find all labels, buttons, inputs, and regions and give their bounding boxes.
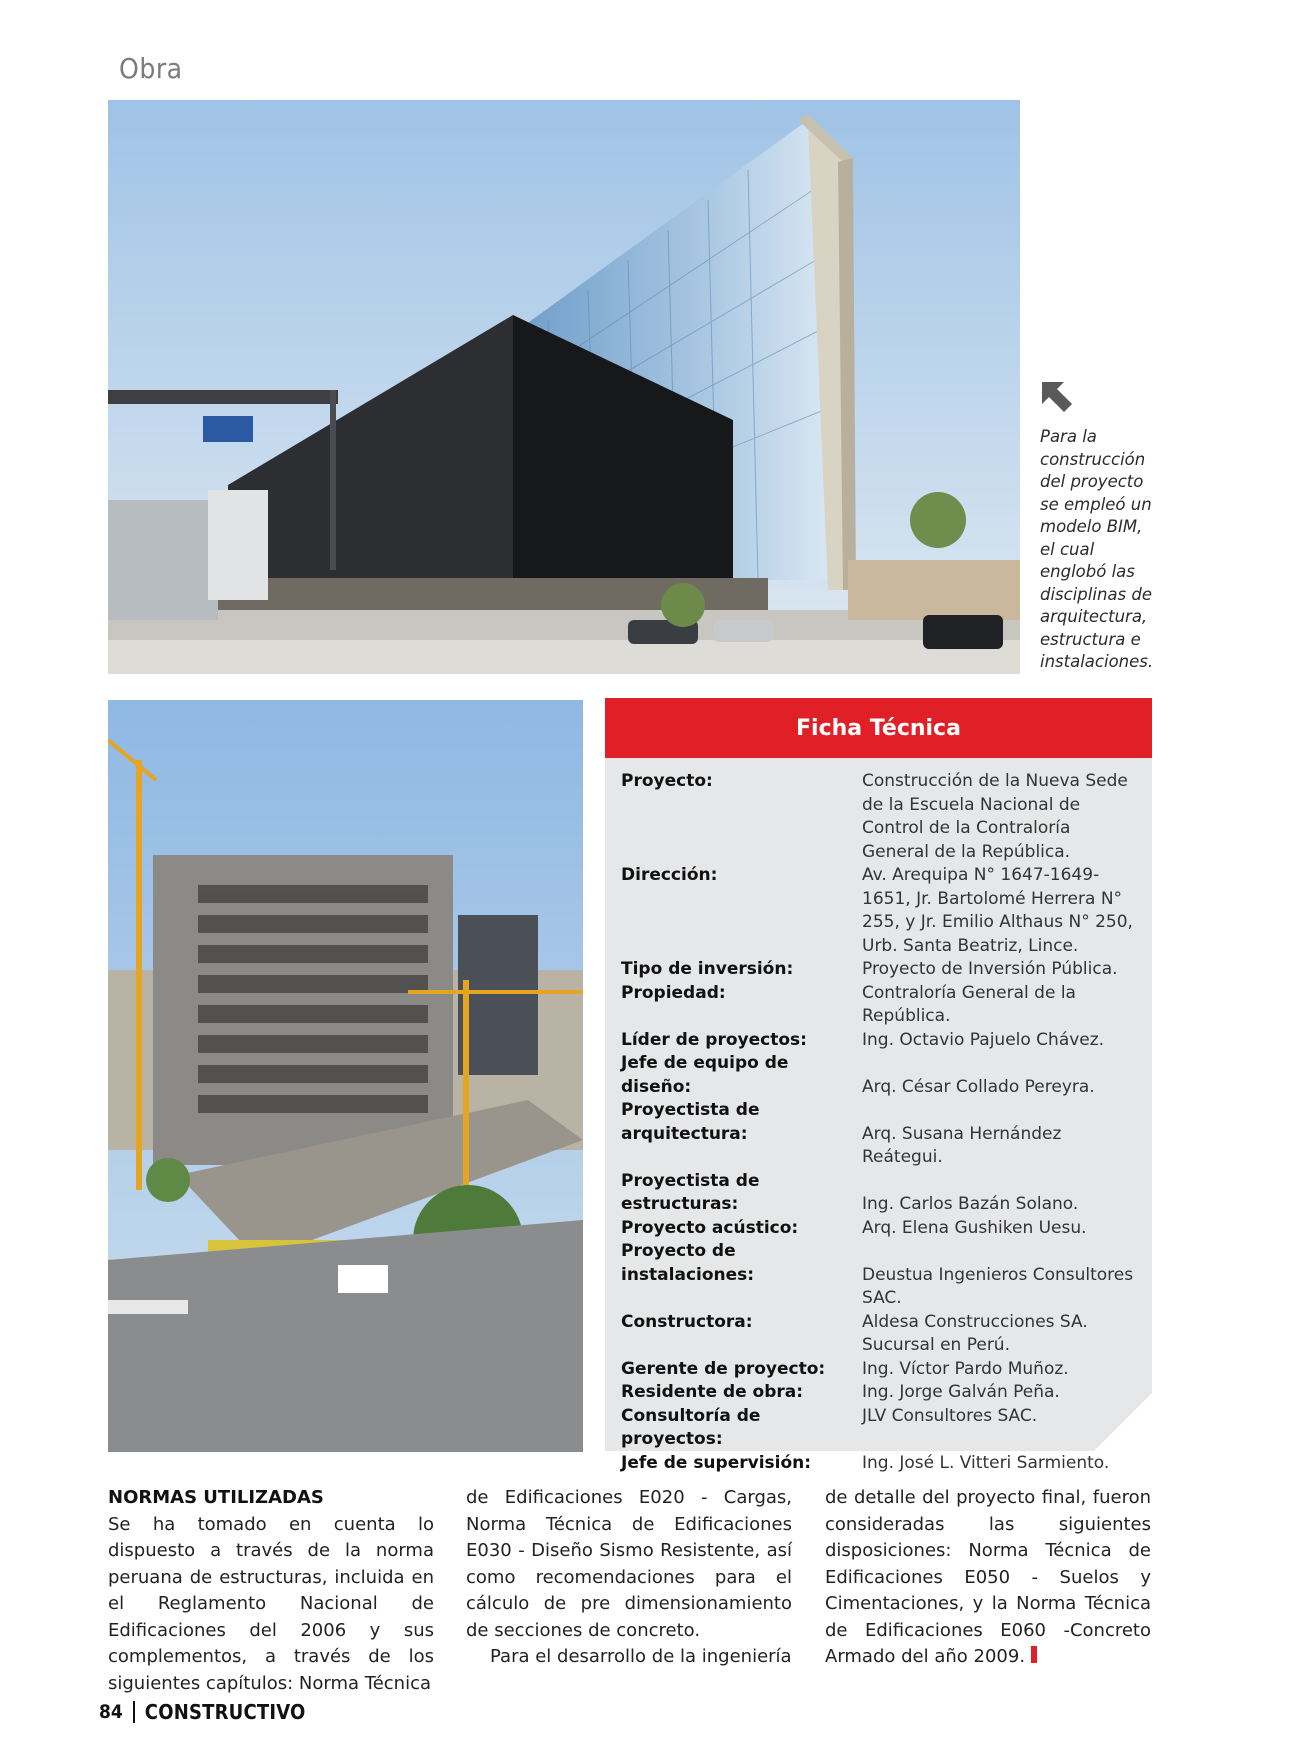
ficha-row [621,1381,1141,1405]
ficha-value: Aldesa Construcciones SA. Sucursal en Perú. [862,1311,1088,1355]
ficha-row [621,1052,1141,1099]
article-column-1 [108,1485,434,1697]
article-heading: NORMAS UTILIZADAS [108,1487,324,1508]
article-paragraph-2 [466,1644,792,1671]
ficha-value: Contraloría General de la República. [862,982,1076,1026]
article-paragraph: de detalle del proyecto final, fueron consideradas las siguientes disposiciones: Norma Técnica de Edificaciones E050 - Suelos y Cimentaciones, y la Norma Técnica de Edificaciones E060 -Concreto Armado del año 2009. [825,1487,1151,1667]
ficha-label: Consultoría de proyectos: [621,1405,761,1449]
ficha-label: Jefe de equipo de diseño: [621,1053,789,1097]
ficha-label: Proyectista de estructuras: [621,1170,760,1214]
ficha-label: Proyectista de arquitectura: [621,1100,760,1144]
page-footer [99,1700,306,1724]
ficha-label: Propiedad: [621,982,726,1003]
magazine-name: CONSTRUCTIVO [144,1700,306,1724]
ficha-label: Constructora: [621,1311,753,1332]
ficha-label: Líder de proyectos: [621,1029,807,1050]
ficha-row [621,1311,1141,1358]
article-paragraph: de Edificaciones E020 - Cargas, Norma Técnica de Edificaciones E030 - Diseño Sismo Resistente, así como recomendaciones para el cálculo de pre dimensionamiento de secciones de concreto. [466,1487,792,1641]
ficha-label: Proyecto acústico: [621,1217,799,1238]
ficha-label: Tipo de inversión: [621,959,794,979]
article-column-3 [825,1485,1151,1671]
ficha-value: Ing. Jorge Galván Peña. [862,1382,1060,1402]
ficha-value: Arq. Elena Gushiken Uesu. [862,1217,1087,1238]
ficha-row [621,1240,1141,1311]
article-paragraph: Se ha tomado en cuenta lo dispuesto a través de la norma peruana de estructuras, incluida en el Reglamento Nacional de Edificaciones del 2006 y sus complementos, a través de los siguientes capítulos: Norma Técnica [108,1513,434,1694]
ficha-value: Deustua Ingenieros Consultores SAC. [862,1264,1134,1308]
ficha-row [621,982,1141,1029]
ficha-row [621,1099,1141,1170]
ficha-row [621,1029,1141,1053]
photo-caption [1040,380,1160,674]
section-label: Obra [119,52,183,85]
ficha-row [621,1358,1141,1382]
ficha-row [621,1170,1141,1217]
ficha-rows [621,770,1141,1475]
ficha-label: Proyecto de instalaciones: [621,1241,755,1285]
page-number: 84 [99,1701,123,1723]
ficha-row [621,958,1141,982]
ficha-value: Proyecto de Inversión Pública. [862,959,1118,979]
ficha-label: Gerente de proyecto: [621,1358,826,1379]
ficha-label: Dirección: [621,865,718,885]
ficha-label: Jefe de supervisión: [621,1452,812,1473]
building-photo [108,100,1020,674]
ficha-label: Residente de obra: [621,1382,804,1402]
ficha-row [621,1217,1141,1241]
ficha-value: Av. Arequipa N° 1647-1649-1651, Jr. Bartolomé Herrera N° 255, y Jr. Emilio Althaus N° 250, Urb. Santa Beatriz, Lince. [862,865,1133,956]
construction-photo [108,700,583,1452]
end-of-article-mark [1031,1646,1037,1663]
caption-text: Para la construcción del proyecto se empleó un modelo BIM, el cual englobó las disciplinas de arquitectura, estructura e instalaciones. [1040,427,1154,671]
ficha-value: Construcción de la Nueva Sede de la Escuela Nacional de Control de la Contraloría General de la República. [862,771,1128,862]
ficha-tecnica [605,698,1152,1473]
article-paragraph-text: Para el desarrollo de la ingeniería [490,1646,792,1667]
ficha-label: Proyecto: [621,771,713,791]
arrow-up-left-icon [1040,380,1074,414]
article-column-2 [466,1485,792,1671]
ficha-value: Ing. José L. Vitteri Sarmiento. [862,1452,1110,1473]
article-body [108,1485,1152,1694]
ficha-row [621,1405,1141,1452]
ficha-value: Arq. Susana Hernández Reátegui. [862,1123,1062,1167]
ficha-row [621,864,1141,958]
footer-divider [133,1701,135,1723]
ficha-value: Ing. Carlos Bazán Solano. [862,1194,1079,1214]
ficha-value: Arq. César Collado Pereyra. [862,1076,1095,1097]
ficha-row [621,1452,1141,1476]
ficha-row [621,770,1141,864]
ficha-title: Ficha Técnica [605,698,1152,758]
ficha-value: Ing. Víctor Pardo Muñoz. [862,1358,1069,1379]
ficha-value: Ing. Octavio Pajuelo Chávez. [862,1029,1105,1050]
ficha-value: JLV Consultores SAC. [862,1405,1038,1426]
